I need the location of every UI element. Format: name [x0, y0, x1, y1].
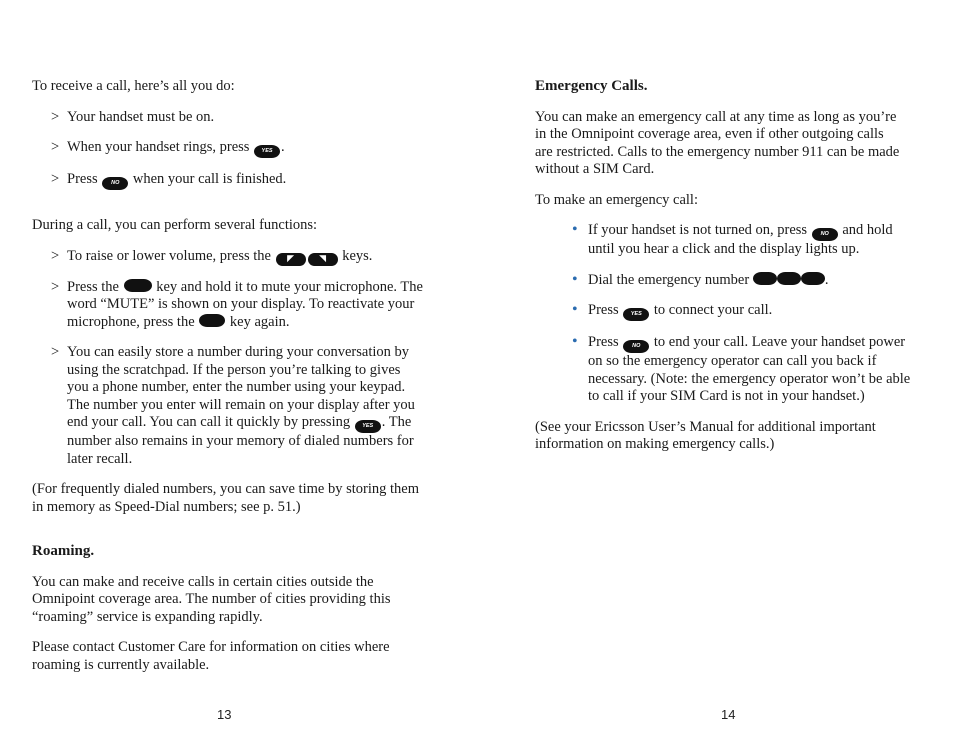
- no-key-icon: NO: [623, 340, 649, 353]
- mute-key-icon: [124, 279, 152, 292]
- digit-key-icon: [753, 272, 777, 285]
- during-step-volume: > To raise or lower volume, press the ◤ ◥ keys.: [51, 247, 373, 264]
- digit-key-icon: [801, 272, 825, 285]
- no-key-icon: NO: [102, 177, 128, 190]
- emergency-heading: Emergency Calls.: [535, 78, 648, 94]
- during-step-scratchpad: > You can easily store a number during your conversation by using the scratchpad. If the person you’re talking to gives you a phone number, enter the number using your keypad. The number you enter will remain on your display after you end your call. You can call it quickly by pressing YES . The number also remains in your memory of dialed numbers for later recall.: [51, 344, 415, 467]
- digit-key-icon: [777, 272, 801, 285]
- page-number-left: 13: [217, 707, 232, 722]
- speed-dial-note: (For frequently dialed numbers, you can save time by storing them in memory as Speed-Dial numbers; see p. 51.): [32, 481, 419, 515]
- emergency-paragraph: You can make an emergency call at any time as long as you’re in the Omnipoint coverage area, even if other outgoing calls are restricted. Calls to the emergency number 911 can be made without a SIM Card.: [535, 108, 900, 177]
- emergency-step-dial: • Dial the emergency number .: [572, 270, 829, 288]
- emergency-step-connect: • Press YES to connect your call.: [535, 302, 920, 321]
- roaming-heading: Roaming.: [32, 543, 95, 559]
- emergency-step-power: • If your handset is not turned on, press NO and hold until you hear a click and the display lights up.: [572, 221, 893, 257]
- volume-down-key-icon: ◤: [276, 253, 306, 266]
- emergency-step-end: • Press NO to end your call. Leave your handset power on so the emergency operator can call you back if necessary. (Note: the emergency operator won’t be able to call if your SIM Card is not in your handset.): [572, 333, 911, 404]
- manual-note: (See your Ericsson User’s Manual for additional important information on making emergency calls.): [535, 418, 876, 452]
- emergency-intro: To make an emergency call:: [535, 191, 698, 208]
- page-number-right: 14: [721, 707, 736, 722]
- yes-key-icon: YES: [355, 420, 381, 433]
- volume-up-key-icon: ◥: [308, 253, 338, 266]
- receive-step-hangup: > Press NO when your call is finished.: [32, 171, 424, 190]
- during-step-mute: > Press the key and hold it to mute your microphone. The word “MUTE” is shown on your display. To reactivate your microphone, press the key again.: [51, 278, 423, 330]
- mute-key-icon: [199, 314, 225, 327]
- receive-intro: To receive a call, here’s all you do:: [32, 78, 235, 94]
- during-intro: During a call, you can perform several functions:: [32, 217, 318, 233]
- receive-step-power: > Your handset must be on.: [51, 108, 215, 125]
- left-page: [32, 78, 424, 674]
- no-key-icon: NO: [812, 228, 838, 241]
- roaming-contact-paragraph: Please contact Customer Care for information on cities where roaming is currently available.: [32, 639, 390, 673]
- receive-step-answer: > When your handset rings, press YES .: [32, 139, 424, 158]
- right-page: [535, 78, 920, 454]
- roaming-paragraph: You can make and receive calls in certain cities outside the Omnipoint coverage area. The number of cities providing this “roaming” service is expanding rapidly.: [32, 573, 391, 625]
- yes-key-icon: YES: [623, 308, 649, 321]
- yes-key-icon: YES: [254, 145, 280, 158]
